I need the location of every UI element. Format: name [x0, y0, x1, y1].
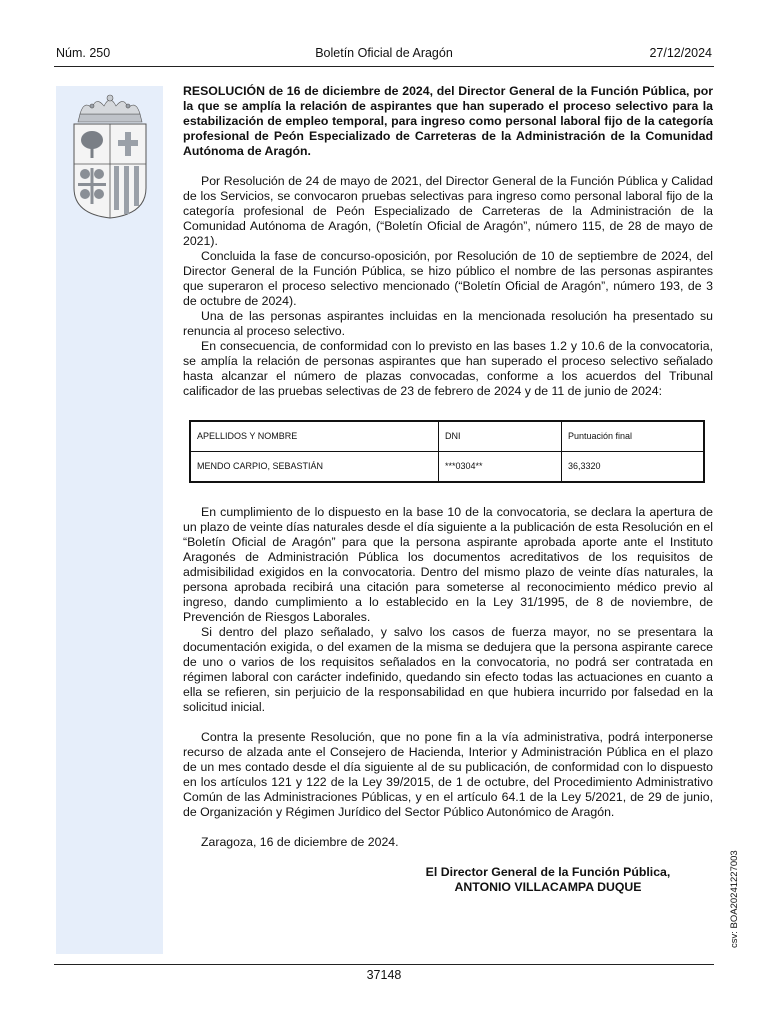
paragraph-appeal: Contra la presente Resolución, que no pone fin a la vía administrativa, podrá interponerse recurso de alzada ante el Consejero de Hacienda, Interior y Administración Pública en el plazo de un mes contado desde el día siguiente al de su publicación, de conformidad con lo dispuesto en los artículos 121 y 122 de la Ley 39/2015, de 1 de octubre, del Procedimiento Administrativo Común de las Administraciones Públicas, y en el artículo 64.1 de la Ley 5/2021, de 29 de junio, de Organización y Régimen Jurídico del Sector Público Autonómico de Aragón. — [183, 730, 713, 819]
paragraph: Por Resolución de 24 de mayo de 2021, del Director General de la Función Pública y Calidad de los Servicios, se convocaron pruebas selectivas para ingreso como personal laboral fijo de la categoría profesional de Peón Especializado de Carreteras de la Administración de la Comunidad Autónoma de Aragón, (“Boletín Oficial de Aragón”, número 115, de 28 de mayo de 2021). — [183, 174, 713, 248]
table-header-name: APELLIDOS Y NOMBRE — [190, 421, 439, 452]
header-divider — [54, 66, 714, 67]
paragraph: En cumplimiento de lo dispuesto en la base 10 de la convocatoria, se declara la apertura de un plazo de veinte días naturales desde el día siguiente a la publicación de esta Resolución en el “Boletín Oficial de Aragón” para que la persona aspirante aprobada aporte ante el Instituto Aragonés de Administración Pública los documentos acreditativos de los requisitos de admisibilidad exigidos en la convocatoria. Dentro del mismo plazo de veinte días naturales, la persona aprobada recibirá una citación para someterse al reconocimiento médico previo al ingreso, dando cumplimiento a lo establecido en la Ley 31/1995, de 8 de noviembre, de Prevención de Riesgos Laborales. — [183, 505, 713, 624]
signature-role: El Director General de la Función Pública, — [425, 865, 671, 879]
table-header-row — [190, 421, 704, 452]
results-table — [189, 420, 705, 483]
paragraph: Concluida la fase de concurso-oposición, por Resolución de 10 de septiembre de 2024, del Director General de la Función Pública, se hizo público el nombre de las personas aspirantes que superaron el proceso selectivo mencionado (“Boletín Oficial de Aragón”, número 193, de 3 de octubre de 2024). — [183, 249, 713, 308]
place-date: Zaragoza, 16 de diciembre de 2024. — [201, 835, 399, 849]
paragraph: En consecuencia, de conformidad con lo previsto en las bases 1.2 y 10.6 de la convocatoria, se amplía la relación de personas aspirantes que han superado el proceso selectivo señalado hasta alcanzar el número de plazas convocadas, conforme a los acuerdos del Tribunal calificador de las pruebas selectivas de 23 de febrero de 2024 y de 11 de junio de 2024: — [183, 339, 713, 398]
resolution-title: RESOLUCIÓN de 16 de diciembre de 2024, del Director General de la Función Pública, por la que se amplía la relación de aspirantes que han superado el proceso selectivo para la estabilización de empleo temporal, para ingreso como personal laboral fijo de la categoría profesional de Peón Especializado de Carreteras de la Administración de la Comunidad Autónoma de Aragón. — [183, 84, 713, 158]
table-header-score: Puntuación final — [562, 421, 705, 452]
aragon-coat-of-arms-icon — [62, 92, 158, 220]
table-row — [190, 452, 704, 483]
table-cell-name: MENDO CARPIO, SEBASTIÁN — [190, 452, 439, 483]
main-content — [183, 84, 713, 895]
signature-block — [398, 865, 698, 895]
page-number: 37148 — [366, 968, 402, 982]
bulletin-date: 27/12/2024 — [649, 46, 712, 60]
signature-name: ANTONIO VILLACAMPA DUQUE — [454, 880, 642, 894]
csv-code: csv: BOA20241227003 — [729, 850, 740, 948]
footer-divider — [54, 964, 714, 965]
bulletin-number: Núm. 250 — [56, 46, 111, 60]
table-header-dni: DNI — [439, 421, 562, 452]
bulletin-title: Boletín Oficial de Aragón — [315, 46, 453, 60]
paragraph: Una de las personas aspirantes incluidas en la mencionada resolución ha presentado su renuncia al proceso selectivo. — [183, 309, 713, 338]
table-cell-score: 36,3320 — [562, 452, 705, 483]
paragraph: Si dentro del plazo señalado, y salvo los casos de fuerza mayor, no se presentara la documentación exigida, o del examen de la misma se dedujera que la persona aspirante carece de uno o varios de los requisitos señalados en la convocatoria, no podrá ser contratada en régimen laboral con carácter indefinido, quedando sin efecto todas las actuaciones en cuanto a ella se refieren, sin perjuicio de la responsabilidad en que hubiera incurrido por falsedad en la solicitud inicial. — [183, 625, 713, 714]
table-cell-dni: ***0304** — [439, 452, 562, 483]
